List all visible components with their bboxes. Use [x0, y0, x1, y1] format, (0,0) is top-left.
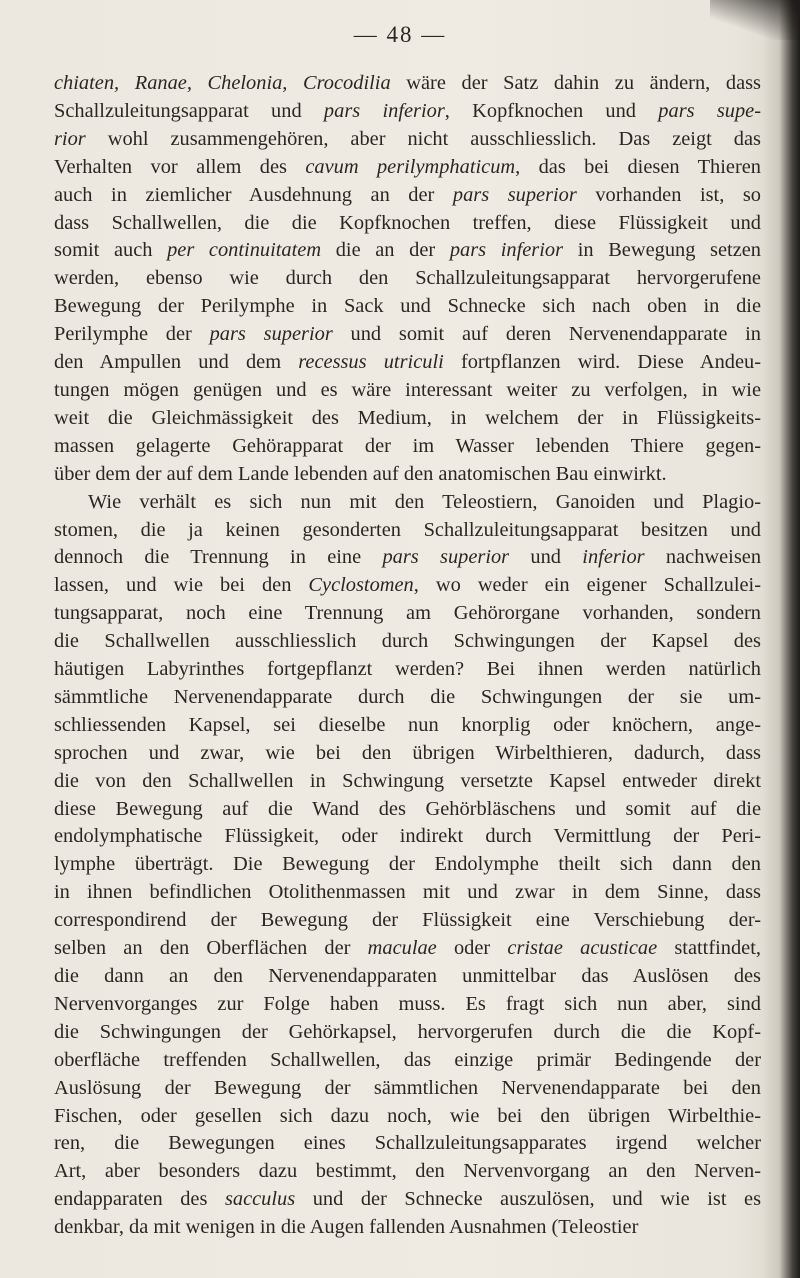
text-line — [54, 712, 761, 740]
text-segment: selben an den Oberflächen der — [54, 937, 368, 960]
text-segment: Verhalten vor allem des — [54, 155, 306, 178]
text-line — [54, 98, 761, 126]
text-segment: stomen, die ja keinen gesonderten Schallzuleitungsapparat besitzen und — [54, 518, 761, 541]
italic-term: cavum perilymphaticum — [305, 155, 516, 178]
text-line — [54, 740, 761, 768]
text-line — [54, 1103, 761, 1131]
text-segment: Schallzuleitungsapparat und — [54, 99, 324, 122]
text-segment: die Schwingungen der Gehörkapsel, hervorgerufen durch die die Kopf- — [54, 1020, 761, 1043]
text-segment: oberfläche treffenden Schallwellen, das einzige primär Bedingende der — [54, 1048, 761, 1071]
text-line — [54, 1158, 761, 1186]
text-line — [54, 517, 761, 545]
text-segment: ren, die Bewegungen eines Schallzuleitungsapparates irgend welcher — [54, 1132, 761, 1155]
text-segment: in Bewegung setzen — [563, 239, 761, 262]
text-line — [54, 377, 761, 405]
text-line — [54, 321, 761, 349]
text-segment: sämmtliche Nervenendapparate durch die Schwingungen der sie um- — [54, 685, 761, 708]
italic-term: pars superior — [209, 323, 333, 346]
text-segment: wohl zusammengehören, aber nicht ausschliesslich. Das zeigt das — [85, 127, 761, 150]
text-line — [54, 1019, 761, 1047]
text-segment: und — [509, 546, 583, 569]
text-line — [54, 1047, 761, 1075]
text-line — [54, 991, 761, 1019]
text-line — [54, 182, 761, 210]
text-line — [54, 656, 761, 684]
text-line — [54, 154, 761, 182]
italic-term: sacculus — [224, 1188, 296, 1211]
text-line — [54, 349, 761, 377]
text-segment: diese Bewegung auf die Wand des Gehörbläschens und somit auf die — [54, 797, 761, 820]
text-segment: den Ampullen und dem — [54, 351, 299, 374]
text-line — [54, 461, 761, 489]
text-line — [54, 628, 761, 656]
text-line — [54, 1130, 761, 1158]
italic-term: Cyclostomen — [308, 574, 414, 597]
italic-term: recessus utriculi — [298, 351, 444, 374]
text-line — [54, 823, 761, 851]
text-segment: oder — [436, 937, 508, 960]
body-text — [54, 70, 761, 1242]
text-segment: Bewegung der Perilymphe in Sack und Schnecke sich nach oben in die — [54, 295, 761, 318]
text-line — [54, 768, 761, 796]
text-segment: lymphe überträgt. Die Bewegung der Endolymphe theilt sich dann den — [54, 853, 761, 876]
text-segment: , das bei diesen Thieren — [515, 155, 761, 178]
text-line — [54, 210, 761, 238]
italic-term: maculae — [367, 937, 437, 960]
italic-term: chiaten, Ranae, Chelonia, Crocodilia — [54, 72, 391, 94]
text-segment: stattfindet, — [657, 937, 761, 960]
text-line — [54, 265, 761, 293]
text-line — [54, 433, 761, 461]
text-line — [54, 851, 761, 879]
text-segment: und der Schnecke auszulösen, und wie ist es — [295, 1188, 762, 1211]
text-segment: werden, ebenso wie durch den Schallzuleitungsapparat hervorgerufene — [54, 267, 761, 290]
text-segment: massen gelagerte Gehörapparat der im Wasser lebenden Thiere gegen- — [54, 434, 761, 457]
text-line — [54, 70, 761, 98]
text-segment: wäre der Satz dahin zu ändern, dass — [390, 72, 761, 94]
text-line — [54, 684, 761, 712]
text-segment: die dann an den Nervenendapparaten unmittelbar das Auslösen des — [54, 965, 761, 987]
text-segment: dennoch die Trennung in eine — [54, 546, 383, 569]
italic-term: pars inferior — [449, 239, 564, 262]
text-segment: tungen mögen genügen und es wäre interessant weiter zu verfolgen, in wie — [54, 378, 761, 401]
text-segment: in ihnen befindlichen Otolithenmassen mit und zwar in dem Sinne, dass — [54, 881, 761, 904]
text-segment: endolymphatische Flüssigkeit, oder indirekt durch Vermittlung der Peri- — [54, 825, 761, 848]
text-line — [54, 489, 761, 517]
text-segment: die an der — [321, 239, 450, 262]
text-segment: schliessenden Kapsel, sei dieselbe nun knorplig oder knöchern, ange- — [54, 713, 761, 736]
text-line — [54, 1214, 761, 1242]
italic-term: pars inferior — [323, 99, 445, 122]
text-line — [54, 405, 761, 433]
text-segment: somit auch — [54, 239, 168, 262]
text-segment: die von den Schallwellen in Schwingung versetzte Kapsel entweder direkt — [54, 769, 761, 792]
italic-term: pars superior — [452, 183, 577, 206]
text-segment: endapparaten des — [54, 1188, 225, 1211]
text-line — [54, 126, 761, 154]
text-line — [54, 935, 761, 963]
text-line — [54, 293, 761, 321]
italic-term: cristae acusticae — [507, 937, 658, 960]
text-segment: tungsapparat, noch eine Trennung am Gehörorgane vorhanden, sondern — [54, 602, 761, 625]
italic-term: pars superior — [382, 546, 510, 569]
text-segment: weit die Gleichmässigkeit des Medium, in welchem der in Flüssigkeits- — [54, 406, 761, 429]
italic-term: per continuitatem — [167, 239, 322, 262]
text-segment: dass Schallwellen, die die Kopfknochen treffen, diese Flüssigkeit und — [54, 211, 761, 234]
text-segment: denkbar, da mit wenigen in die Augen fallenden Ausnahmen (Teleostier — [54, 1216, 639, 1239]
italic-term: pars supe- — [658, 99, 762, 122]
text-segment: correspondirend der Bewegung der Flüssigkeit eine Verschiebung der- — [54, 909, 761, 932]
italic-term: inferior — [582, 546, 645, 569]
book-gutter-shadow — [762, 0, 800, 1278]
text-segment: auch in ziemlicher Ausdehnung an der — [54, 183, 453, 206]
text-line — [54, 907, 761, 935]
text-line — [54, 544, 761, 572]
text-segment: Art, aber besonders dazu bestimmt, den Nervenvorgang an den Nerven- — [54, 1160, 761, 1183]
text-segment: fortpflanzen wird. Diese Andeu- — [443, 351, 762, 374]
page-number: — 48 — — [353, 22, 447, 47]
text-segment: die Schallwellen ausschliesslich durch Schwingungen der Kapsel des — [54, 630, 761, 653]
text-line — [54, 1186, 761, 1214]
text-segment: lassen, und wie bei den — [54, 574, 309, 597]
italic-term: rior — [54, 127, 86, 150]
text-segment: sprochen und zwar, wie bei den übrigen Wirbelthieren, dadurch, dass — [54, 741, 761, 764]
text-segment: vorhanden ist, so — [576, 183, 761, 206]
text-line — [54, 600, 761, 628]
text-segment: , Kopfknochen und — [444, 99, 659, 122]
text-segment: und somit auf deren Nervenendapparate in — [332, 323, 762, 346]
text-segment: nachweisen — [644, 546, 762, 569]
text-line — [54, 237, 761, 265]
text-segment: Wie verhält es sich nun mit den Teleostiern, Ganoiden und Plagio- — [88, 490, 761, 513]
text-segment: Nervenvorganges zur Folge haben muss. Es fragt sich nun aber, sind — [54, 992, 761, 1015]
text-segment: Auslösung der Bewegung der sämmtlichen Nervenendapparate bei den — [54, 1076, 761, 1099]
text-segment: über dem der auf dem Lande lebenden auf den anatomischen Bau einwirkt. — [54, 462, 667, 485]
text-line — [54, 1075, 761, 1103]
text-segment: Fischen, oder gesellen sich dazu noch, wie bei den übrigen Wirbelthie- — [54, 1104, 761, 1127]
text-line — [54, 879, 761, 907]
text-segment: Perilymphe der — [54, 323, 210, 346]
text-line — [54, 572, 761, 600]
text-segment: häutigen Labyrinthes fortgepflanzt werden? Bei ihnen werden natürlich — [54, 658, 761, 681]
text-line — [54, 796, 761, 824]
text-segment: , wo weder ein eigener Schallzulei- — [413, 574, 761, 597]
text-line — [54, 963, 761, 991]
